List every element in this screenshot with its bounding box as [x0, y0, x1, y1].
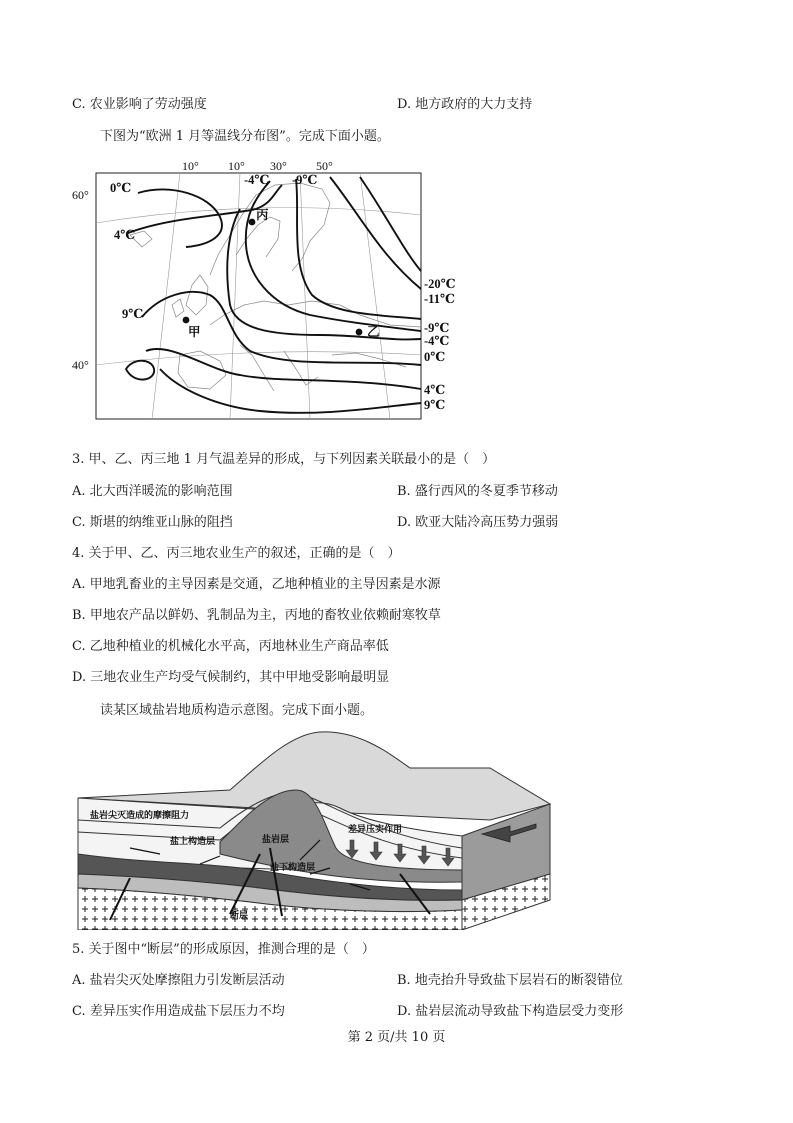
iso-label: 9℃: [424, 398, 446, 412]
q3-option-c: C. 斯堪的纳维亚山脉的阻挡: [72, 515, 233, 530]
label-lower-layer: 盐下构造层: [270, 863, 316, 873]
lat-label: 60°: [72, 188, 89, 202]
q4-stem: 4. 关于甲、乙、丙三地农业生产的叙述，正确的是（ ）: [72, 546, 401, 561]
iso-label: -20℃: [424, 277, 456, 291]
q4-option-a: A. 甲地乳畜业的主导因素是交通，乙地种植业的主导因素是水源: [72, 577, 441, 592]
iso-label: -11℃: [424, 292, 455, 306]
lat-label: 40°: [72, 358, 89, 372]
salt-rock-structure-diagram: [70, 724, 560, 930]
geo-intro: 读某区域盐岩地质构造示意图。完成下面小题。: [100, 703, 374, 718]
iso-label: 0℃: [424, 350, 446, 364]
q5-option-a: A. 盐岩尖灭处摩擦阻力引发断层活动: [72, 973, 285, 988]
label-fault: 断层: [230, 911, 249, 921]
place-jia: 甲: [188, 325, 201, 339]
lon-label: 10°: [228, 159, 245, 173]
q3-option-a: A. 北大西洋暖流的影响范围: [72, 484, 233, 499]
q5-stem: 5. 关于图中“断层”的形成原因，推测合理的是（ ）: [72, 942, 375, 957]
label-compaction: 差异压实作用: [348, 825, 403, 835]
iso-label: -9℃: [292, 173, 318, 187]
q4-option-c: C. 乙地种植业的机械化水平高，丙地林业生产商品率低: [72, 639, 389, 654]
map-intro: 下图为“欧洲 1 月等温线分布图”。完成下面小题。: [100, 129, 390, 144]
q4-option-d: D. 三地农业生产均受气候制约，其中甲地受影响最明显: [72, 670, 390, 685]
lon-label: 10°: [182, 159, 199, 173]
option-d-prev: D. 地方政府的大力支持: [397, 97, 533, 112]
lon-label: 50°: [316, 159, 333, 173]
label-salt-layer: 盐岩层: [262, 835, 290, 845]
q4-option-b: B. 甲地农产品以鲜奶、乳制品为主，丙地的畜牧业依赖耐寒牧草: [72, 608, 441, 623]
q5-option-c: C. 差异压实作用造成盐下层压力不均: [72, 1004, 285, 1019]
iso-label: 9℃: [122, 307, 144, 321]
place-bing: 丙: [256, 208, 269, 222]
page-footer: 第 2 页/共 10 页: [347, 1030, 446, 1045]
label-upper-layer: 盐上构造层: [170, 837, 216, 847]
q5-option-b: B. 地壳抬升导致盐下层岩石的断裂错位: [397, 973, 623, 988]
q3-option-b: B. 盛行西风的冬夏季节移动: [397, 484, 558, 499]
iso-label: 0℃: [110, 181, 132, 195]
label-friction: 盐岩尖灭造成的摩擦阻力: [90, 811, 190, 821]
iso-label: -4℃: [244, 173, 270, 187]
iso-label: 4℃: [114, 228, 136, 242]
option-c-prev: C. 农业影响了劳动强度: [72, 97, 207, 112]
lon-label: 30°: [270, 159, 287, 173]
q5-option-d: D. 盐岩层流动导致盐下构造层受力变形: [397, 1004, 624, 1019]
place-yi: 乙: [367, 325, 380, 339]
iso-label: -9℃: [424, 321, 450, 335]
iso-label: -4℃: [424, 334, 450, 348]
iso-label: 4℃: [424, 383, 446, 397]
q3-stem: 3. 甲、乙、丙三地 1 月气温差异的形成，与下列因素关联最小的是（ ）: [72, 452, 496, 467]
q3-option-d: D. 欧亚大陆冷高压势力强弱: [397, 515, 559, 530]
europe-isotherm-map: [60, 155, 460, 420]
